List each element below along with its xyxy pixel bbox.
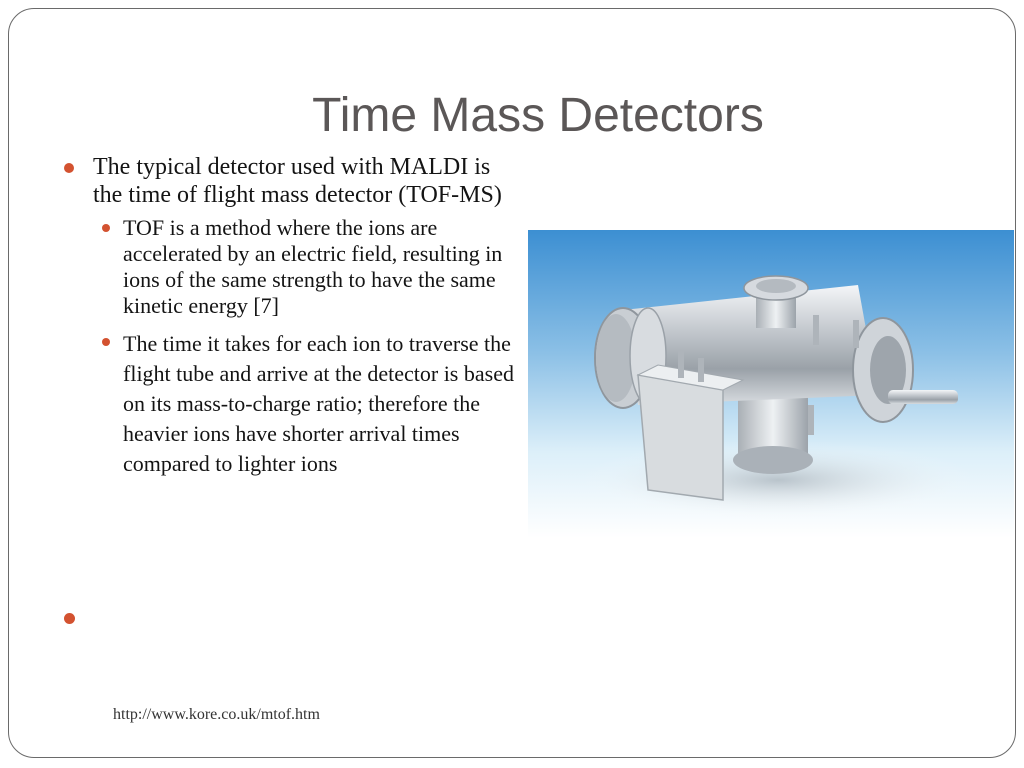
- tof-detector-photo: [528, 230, 1014, 538]
- bullet-marker: [102, 338, 110, 346]
- bullet-list: [58, 153, 518, 479]
- source-url: http://www.kore.co.uk/mtof.htm: [113, 706, 320, 723]
- slide-title: Time Mass Detectors: [312, 89, 764, 142]
- sub-bullet-item: [58, 329, 518, 479]
- empty-bullet-marker: [64, 613, 75, 624]
- bullet-text: The typical detector used with MALDI is the time of flight mass detector (TOF-MS): [93, 154, 502, 208]
- sub-bullet-text: The time it takes for each ion to traverse the flight tube and arrive at the detector is based on its mass-to-charge ratio; therefore the heavier ions have shorter arrival times compared to lighter ions: [123, 331, 514, 476]
- bullet-marker: [102, 224, 110, 232]
- sub-bullet-item: [58, 215, 518, 319]
- tof-detector-illustration: [528, 230, 1014, 538]
- bullet-item: [58, 153, 518, 209]
- sub-bullet-text: TOF is a method where the ions are accelerated by an electric field, resulting in ions of the same strength to have the same kinetic energy [7]: [123, 215, 503, 318]
- bullet-marker: [64, 163, 74, 173]
